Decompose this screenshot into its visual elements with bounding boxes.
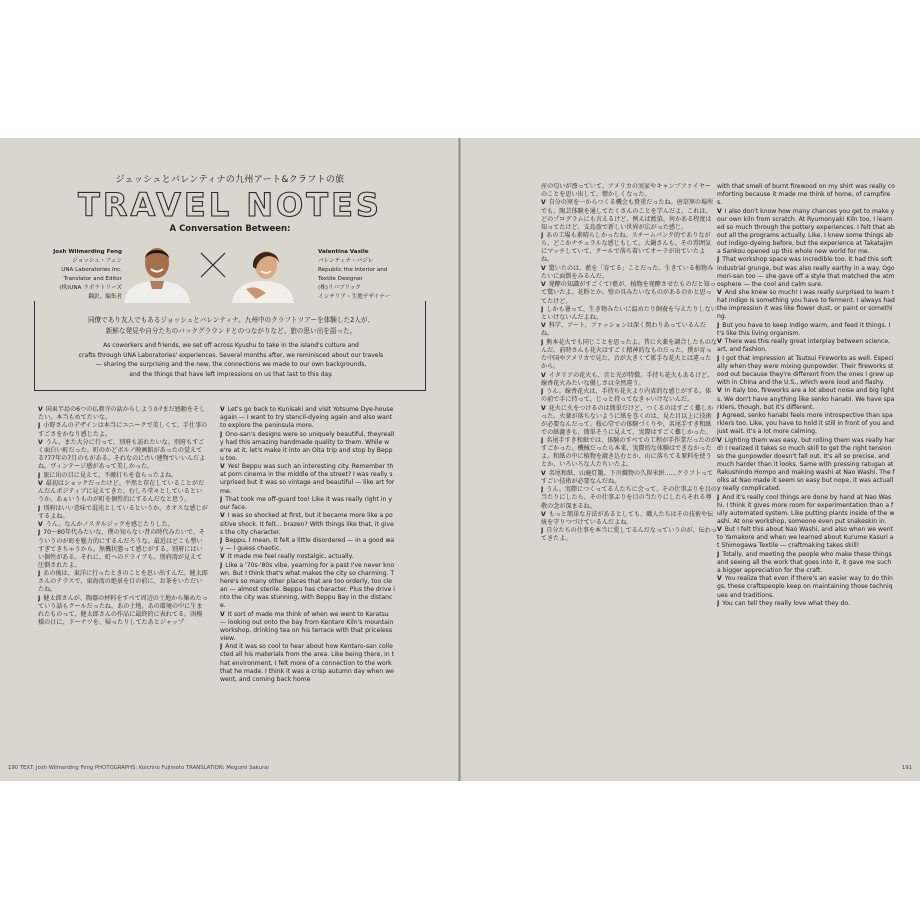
speaker-initial: J <box>38 422 41 430</box>
speaker-initial: J <box>541 305 544 313</box>
speaker-initial: J <box>38 471 41 479</box>
conversation-label: A Conversation Between: <box>169 224 291 234</box>
speaker-initial: V <box>541 371 546 379</box>
speaker-initial: J <box>717 354 720 362</box>
dialogue-text: I was so shocked at first, but it became more like a positive shock. It felt... brazen? With things like that, it gives the city character. <box>220 512 394 536</box>
jp-subtitle: ジェッシュとバレンティナの九州アート&クラフトの旅 <box>115 175 345 185</box>
intro-en <box>55 341 407 379</box>
speaker-initial: J <box>541 527 544 535</box>
person-left-line: ジョッシュ・フェン <box>72 258 122 264</box>
dialogue-text: 旅に出の目に見えて、不敵打ちを食らったよね。 <box>43 471 178 479</box>
dialogue-paragraph <box>220 562 395 611</box>
speaker-initial: V <box>220 463 225 471</box>
dialogue-text: Totally, and meeting the people who make these things and seeing all the work that goes into it, it gave me such a bigger appreciation for the craft. <box>717 550 892 574</box>
page-title: TRAVEL NOTES <box>78 186 382 224</box>
dialogue-paragraph <box>717 355 895 387</box>
dialogue-paragraph <box>38 595 208 627</box>
intro-en-line: and the things that have left impressions on us that last to this day. <box>129 370 333 378</box>
speaker-initial: V <box>717 338 722 346</box>
speaker-initial: J <box>38 570 41 578</box>
dialogue-paragraph <box>220 463 395 495</box>
dialogue-paragraph <box>717 551 895 575</box>
dialogue-paragraph <box>220 431 395 463</box>
speaker-initial: J <box>38 529 41 537</box>
dialogue-text: 名尾和紙、山鹿灯籠、下川織物の久留米絣……クラフトってすごい技術が必要なんだね。 <box>541 469 714 485</box>
person-right-line: Republic the Interior and <box>318 267 388 273</box>
dialogue-text: 驚いたのは、藍を「育てる」ことだった。生きている植物みたいに面倒をみるんだ。 <box>541 264 714 280</box>
speaker-initial: V <box>541 469 546 477</box>
dialogue-paragraph <box>541 281 717 305</box>
dialogue-paragraph <box>541 437 717 469</box>
dialogue-paragraph <box>220 537 395 553</box>
speaker-initial: V <box>717 207 722 215</box>
speaker-initial: V <box>717 387 722 395</box>
dialogue-text: I also don't know how many chances you get to make your own kiln from scratch. At Ryumonyaki Kiln too, I learned so much through the pottery experiences. I felt that about all the programs actually. Like, I knew some things about indigo-dyeing before, but the experience at Takatajima Sankou opened up this whole new world for me. <box>717 207 895 256</box>
speaker-initial: V <box>541 404 546 412</box>
dialogue-paragraph <box>220 643 395 683</box>
dialogue-text: Agreed, senko hanabi feels more introspective than sparklers too. Like, you have to hold it still in front of you and just wait. It's a lot more calming. <box>717 412 894 436</box>
dialogue-text: Yes! Beppu was such an interesting city. Remember that porn cinema in the middle of the street? I was really surprised but it was so vintage and beautiful — like art for me. <box>220 463 395 495</box>
dialogue-text: うん、また大分に行って、別府も訪れたいな。別府もすごく面白い町だった。町のかどボルノ映画館があったの覚えてる?77年の7月のもがある。それなのに古い建物でいいんだよね。ヴィンテージ感があって美しかった。 <box>38 438 206 471</box>
person-left-name: Josh Wilmerding Feng <box>53 249 122 255</box>
dialogue-paragraph <box>38 529 208 569</box>
intro-box <box>34 301 426 391</box>
dialogue-text: うん。実際につくってる人たちに会って、その仕事ぶりを目の当たりにしたら、その仕事ぶりを目の当たりにしたらそれる尊敬の念が深まるね。 <box>541 486 717 510</box>
speaker-initial: V <box>220 406 225 413</box>
dialogue-text: あの後は、東洋に行ったときのことを思い出すんだ。健太郎さんのテラスで、東海湾の絶景を目の前に、お茶をいただいたね。 <box>38 570 208 594</box>
dialogue-paragraph <box>717 338 895 354</box>
speaker-initial: V <box>717 289 722 297</box>
dialogue-paragraph <box>717 387 895 411</box>
speaker-initial: J <box>541 338 544 346</box>
dialogue-paragraph <box>220 553 395 561</box>
intro-en-line: crafts through UNA Laboratories' experiences. Several months after, we reminisced about our travels <box>78 351 384 359</box>
dialogue-text: 最初はショックだったけど、平然と存在していることがだんだんポジティブに見えてきた。むしろ堂々としているというか、あぁいうものが町を個性的にするんだなと思う。 <box>38 480 205 504</box>
left-jp-column <box>38 406 208 758</box>
speaker-initial: V <box>220 512 225 520</box>
dialogue-paragraph <box>38 422 208 438</box>
dialogue-text: It sort of made me think of when we went to Karatsu — looking out onto the bay from Kentaro Kiln's mountain workshop, drinking tea on his terrace with that priceless view. <box>220 610 394 642</box>
speaker-initial: V <box>717 526 722 534</box>
dialogue-text: And she knew so much! I was really surprised to learn that indigo is something you have to ferment. I always had the impression it was like flower dust, or paint or something. <box>717 289 895 321</box>
speaker-initial: J <box>541 232 544 240</box>
speaker-initial: V <box>220 610 225 618</box>
person-right-line: (株)リパブリック <box>318 285 361 291</box>
person-right-line: インテリア・生地デザイナー <box>318 294 391 300</box>
dialogue-text: 自分の窯を一からつくる機会も貴重だったね。唐草窯の場所でも、陶芸体験を通してたくさんのことを学んだよ。これは、どのプログラムにも言えるけど、例えば藍染、何かある程度は知ってたけど、支島旅で新しい世界が広がった感じ。 <box>541 199 714 231</box>
dialogue-text: Beppu, I mean, it felt a little disordered — in a good way — I guess chaotic. <box>220 536 395 553</box>
dialogue-text: In Italy too, fireworks are a lot about noise and big lights. We don't have anything like senko hanabi. We have sparklers, though, but it's different. <box>717 387 895 411</box>
dialogue-text: 別府はいい意味で混沌としているというか、カオスな感じがするよね。 <box>38 504 208 520</box>
dialogue-text: That workshop space was incredible too. It had this soft industrial grunge, but was also really earthy in a way. Ogomori-san too — she gave off a style that matched the atmosphere — the cool and calm sure. <box>717 256 895 288</box>
magazine-spread <box>0 138 920 781</box>
dialogue-paragraph <box>717 600 895 608</box>
dialogue-paragraph <box>38 406 208 422</box>
dialogue-paragraph <box>717 526 895 550</box>
cross-mark-icon <box>200 252 226 278</box>
dialogue-paragraph <box>717 289 895 321</box>
dialogue-text: もっと簡単な方法があるとしても、職人たちはその技術や伝統を守りつづけているんだよね。 <box>541 510 714 526</box>
speaker-initial: V <box>220 553 225 561</box>
dialogue-text: You can tell they really love what they do. <box>722 599 850 607</box>
speaker-initial: J <box>38 594 41 602</box>
speaker-initial: V <box>38 480 43 488</box>
dialogue-paragraph <box>717 494 895 526</box>
speaker-initial: J <box>717 412 720 419</box>
speaker-initial: V <box>38 406 43 413</box>
speaker-initial: V <box>541 199 546 207</box>
speaker-initial: V <box>717 436 722 444</box>
speaker-initial: J <box>220 536 223 544</box>
dialogue-text: And it was so cool to hear about how Kentaro-san collected all his materials from the area. Like being there, in that environment, I felt more of a connection to the work that he made. I think it was a crisp autumn day when we went, and coming back home <box>220 643 395 683</box>
dialogue-paragraph <box>717 437 895 494</box>
speaker-initial: V <box>38 438 43 446</box>
dialogue-text: 発酵の知識がすごくて!藍が、植物を発酵させたものだと知って驚いたよ。花粉とか、壁の具みたいなものがあるのかと思ってたけど。 <box>541 281 716 305</box>
speaker-initial: J <box>717 550 720 558</box>
speaker-initial: V <box>541 264 546 272</box>
dialogue-paragraph <box>541 372 717 388</box>
right-folio: 191 <box>901 765 912 771</box>
intro-jp <box>71 315 391 337</box>
speaker-initial: J <box>220 643 223 651</box>
right-page <box>461 138 920 781</box>
speaker-initial: V <box>717 575 722 583</box>
dialogue-paragraph <box>541 470 717 486</box>
person-right-credit <box>318 248 414 302</box>
dialogue-paragraph <box>717 322 895 338</box>
dialogue-paragraph <box>220 611 395 643</box>
dialogue-paragraph <box>220 406 395 430</box>
dialogue-paragraph <box>541 232 720 264</box>
speaker-initial: J <box>541 437 544 445</box>
dialogue-paragraph <box>717 208 895 257</box>
dialogue-text: 健太郎さんが、陶器の材料をすべて周辺の土地から集めたっていう話もクールだったね。あの土地、あの環境の中に生まれたものって、健太郎さんの作品に最終的に表れてる。雨模様の日に、ドーナツを、帰ったりしてたあとジャップ <box>38 594 208 627</box>
intro-jp-line: 同僚であり友人でもあるジョッシュとバレンティナ。九州中のクラフトツアーを体験した2人が、 <box>87 316 375 324</box>
speaker-initial: V <box>541 510 546 518</box>
intro-en-line: — sharing the surprising and the new, the connections we made to our own backgrounds, <box>95 361 367 369</box>
dialogue-text: 70〜80年代みたいな、僕の知らない昔の時代みたいで、そういうのが町を魅力的にするんだろうな。最近はどこも整いすぎてきちゃうから。無機状態って感じがする。別府にはいい個性がある。それに、町へのドライブも、別府湾が見えて圧倒されたよ。 <box>38 529 205 569</box>
dialogue-paragraph <box>38 505 208 521</box>
person-left-line: UNA Laboratories Inc. <box>61 267 122 273</box>
dialogue-paragraph <box>541 388 717 404</box>
left-folio: 190 TEXT: Josh Wilmerding Feng PHOTOGRAPHS: Koichiro Fujimoto TRANSLATION: Megumi Sakurai <box>8 765 269 771</box>
person-left-line: Translator and Editor <box>63 276 122 282</box>
portrait-josh <box>120 237 194 303</box>
dialogue-paragraph <box>717 183 895 207</box>
dialogue-text: 名尾手すき和紙では、体験のすべての工程が手作業だったのがすごかった。機械だったら本来、実際的な体験はできなかったよ。和紙の中に植物を漉き込むとか、山に落ちてる原料を使うとか、いろいろな人たちいたよ。 <box>541 437 717 469</box>
dialogue-text: うん。なんかノスタルジックを感じたりした。 <box>45 521 174 529</box>
dialogue-text: しかも暑って、生き物みたいに温めたり飼養を与えたりしないといけないんだよね。 <box>541 305 717 321</box>
dialogue-paragraph <box>541 511 717 527</box>
dialogue-text: Let's go back to Kunisaki and visit Yotsume Dye-house again — I want to try stencil-dyeing again and also want to explore the peninsula more. <box>220 406 394 430</box>
dialogue-text: But you have to keep indigo warm, and feed it things. It's like this living organism. <box>717 321 891 337</box>
dialogue-paragraph <box>38 570 208 594</box>
dialogue-paragraph <box>541 321 720 338</box>
speaker-initial: J <box>220 495 223 503</box>
dialogue-paragraph <box>220 512 395 536</box>
right-jp-column <box>541 183 720 768</box>
dialogue-text: You realize that even if there's an easier way to do things, these craftspeople keep on maintaining those techniques and traditions. <box>717 575 893 599</box>
dialogue-text: うん。線香花火は、手持ち花火より内省的な感じがする。体の前で手に持って、じっと持ってなきゃいけないんだ。 <box>541 388 712 404</box>
dialogue-text: It made me feel really nostalgic, actually. <box>227 553 354 561</box>
speaker-initial: V <box>541 322 546 330</box>
person-right-line: バレンティナ・バジレ <box>318 258 374 264</box>
dialogue-text: That took me off-guard too! Like it was really right in your face. <box>220 495 392 512</box>
dialogue-text: 産の匂いが漂っていて、アメリカの実家やキャンプファイヤーのことを思い出して、懐かしくなった。 <box>541 183 711 199</box>
dialogue-paragraph <box>717 575 895 599</box>
dialogue-text: あの工場も素晴らしかったね。スチームパンク的でありながら、どこかナチュラルな感じもして。大鍋さんも、その雰囲気にマッチしていて、クールで落ち着いてオーラが出ていたよね。 <box>541 232 712 264</box>
dialogue-text: 自分たちの仕事を本当に愛してるんだなっていうのが、伝わってきたよ。 <box>541 527 717 543</box>
dialogue-text: イタリアの花火も、音と光が特徴。手持ち花火もあるけど、線香花火みたいな優しさは全然違う。 <box>541 371 714 387</box>
person-left-credit <box>40 248 122 302</box>
dialogue-paragraph <box>38 439 208 471</box>
dialogue-text: Like a '70s-'80s vibe, yearning for a past I've never known. But I think that's what makes the city so charming. There's so many other places that are too orderly, too clean — almost sterile. Beppu has character. Plus the drive into the city was stunning, with Beppu Bay in the distance. <box>220 561 395 610</box>
dialogue-text: with that smell of burnt firewood on my shirt was really comforting because it made me think of home, of campfires. <box>717 183 895 207</box>
dialogue-paragraph <box>541 265 717 281</box>
speaker-initial: J <box>38 504 41 512</box>
dialogue-paragraph <box>541 527 717 543</box>
dialogue-paragraph <box>38 480 208 504</box>
speaker-initial: J <box>717 493 720 501</box>
dialogue-paragraph <box>220 496 395 512</box>
speaker-initial: J <box>541 388 544 396</box>
speaker-initial: J <box>717 599 720 607</box>
dialogue-text: Ono-san's designs were so uniquely beautiful, theyreally had this amazing handmade quality to them. While we're at it, let's make it into an Oita trip and stop by Beppu too. <box>220 430 395 462</box>
speaker-initial: J <box>541 486 544 494</box>
intro-en-line: As coworkers and friends, we set off across Kyushu to take in the island's culture and <box>103 342 359 349</box>
dialogue-paragraph <box>541 183 717 199</box>
speaker-initial: V <box>541 281 546 289</box>
dialogue-paragraph <box>541 338 720 371</box>
dialogue-text: There was this really great interplay between science, art, and fashion. <box>717 338 891 354</box>
right-en-column <box>717 183 895 768</box>
dialogue-paragraph <box>541 486 720 510</box>
speaker-initial: J <box>717 256 720 264</box>
dialogue-text: 科学、アート、ファッションは深く関わりあっているんだね。 <box>541 322 707 338</box>
portrait-valentina <box>226 237 300 303</box>
dialogue-text: 花火に火をつけるのは簡単だけど、つくるのはすごく難しかった。火薬が落ちないように紙を巻くのは、見た目以上に技術が必要なんだって。桜心堂での体験づくりや、名尾手すき和紙での紙漉きも、簡単そうに見えて、実際はすごく難しかった。 <box>541 404 714 436</box>
dialogue-text: And it's really cool things are done by hand at Nao Washi. I think it gives more room for experimentation than a fully automated system. Like putting plants inside of the washi. At one workshop, someone even put snakeskin in. <box>717 493 895 525</box>
dialogue-text: 熊本花火でも同じことを思ったよ。昔に火薬を調合したものなんだ。前時さんも花火はすごく精神的なものだった。僕が育った中国やアメリカで見た、音が大きくて派手な花火とは違ったから。 <box>541 338 717 371</box>
speaker-initial: J <box>220 561 223 569</box>
dialogue-text: I got that impression at Tsutsui Fireworks as well. Especially when they were mixing gunpowder. Their fireworks stood out because they're different from the ones I grew up with in China and the U.S., which were loud and flashy. <box>717 354 894 387</box>
dialogue-text: 小野さんのデザインは本当にユニークで美しくて、手仕事のすごさをかなり感じたよ。 <box>38 422 208 438</box>
intro-jp-line: 新鮮な発見や自分たちのバックグラウンドとのつながりなど、旅の思い出を語った。 <box>105 327 357 335</box>
person-right-line: Textile Designer <box>318 276 363 282</box>
dialogue-text: 国東半島の6つの仏教寺の話からしようか?まだ感動をそしたい。本当もめてたいな。 <box>38 406 206 422</box>
person-right-name: Valentina Vasile <box>318 249 369 255</box>
dialogue-paragraph <box>38 472 208 480</box>
speaker-initial: J <box>717 321 720 329</box>
speaker-initial: V <box>38 521 43 529</box>
dialogue-paragraph <box>38 521 208 529</box>
speaker-initial: J <box>220 430 223 438</box>
dialogue-text: But I felt this about Nao Washi, and also when we went to Yamakore and when we learned about Kurume Kasuri at Shimogawa Textile — craftmaking takes skill! <box>717 526 894 550</box>
left-en-column <box>220 406 395 758</box>
dialogue-text: Lighting them was easy, but rolling them was really hard! I realized it takes so much skill to get the right tension so the gunpowder doesn't fall out. It's all so precise, and much harder than it looks. Same with pressing ratugan at Rakushindo Hompo and making washi at Nao Washi. The folks at Nao made it seem so easy but nope, it was actually really complicated. <box>717 436 895 493</box>
dialogue-paragraph <box>541 404 720 437</box>
person-left-line: (株)UNA ラボラトリーズ <box>59 285 122 291</box>
dialogue-paragraph <box>717 412 895 436</box>
dialogue-paragraph <box>541 199 717 231</box>
left-page <box>0 138 459 781</box>
dialogue-paragraph <box>541 306 717 322</box>
person-left-line: 翻訳、編集者 <box>88 294 122 300</box>
dialogue-paragraph <box>717 256 895 288</box>
